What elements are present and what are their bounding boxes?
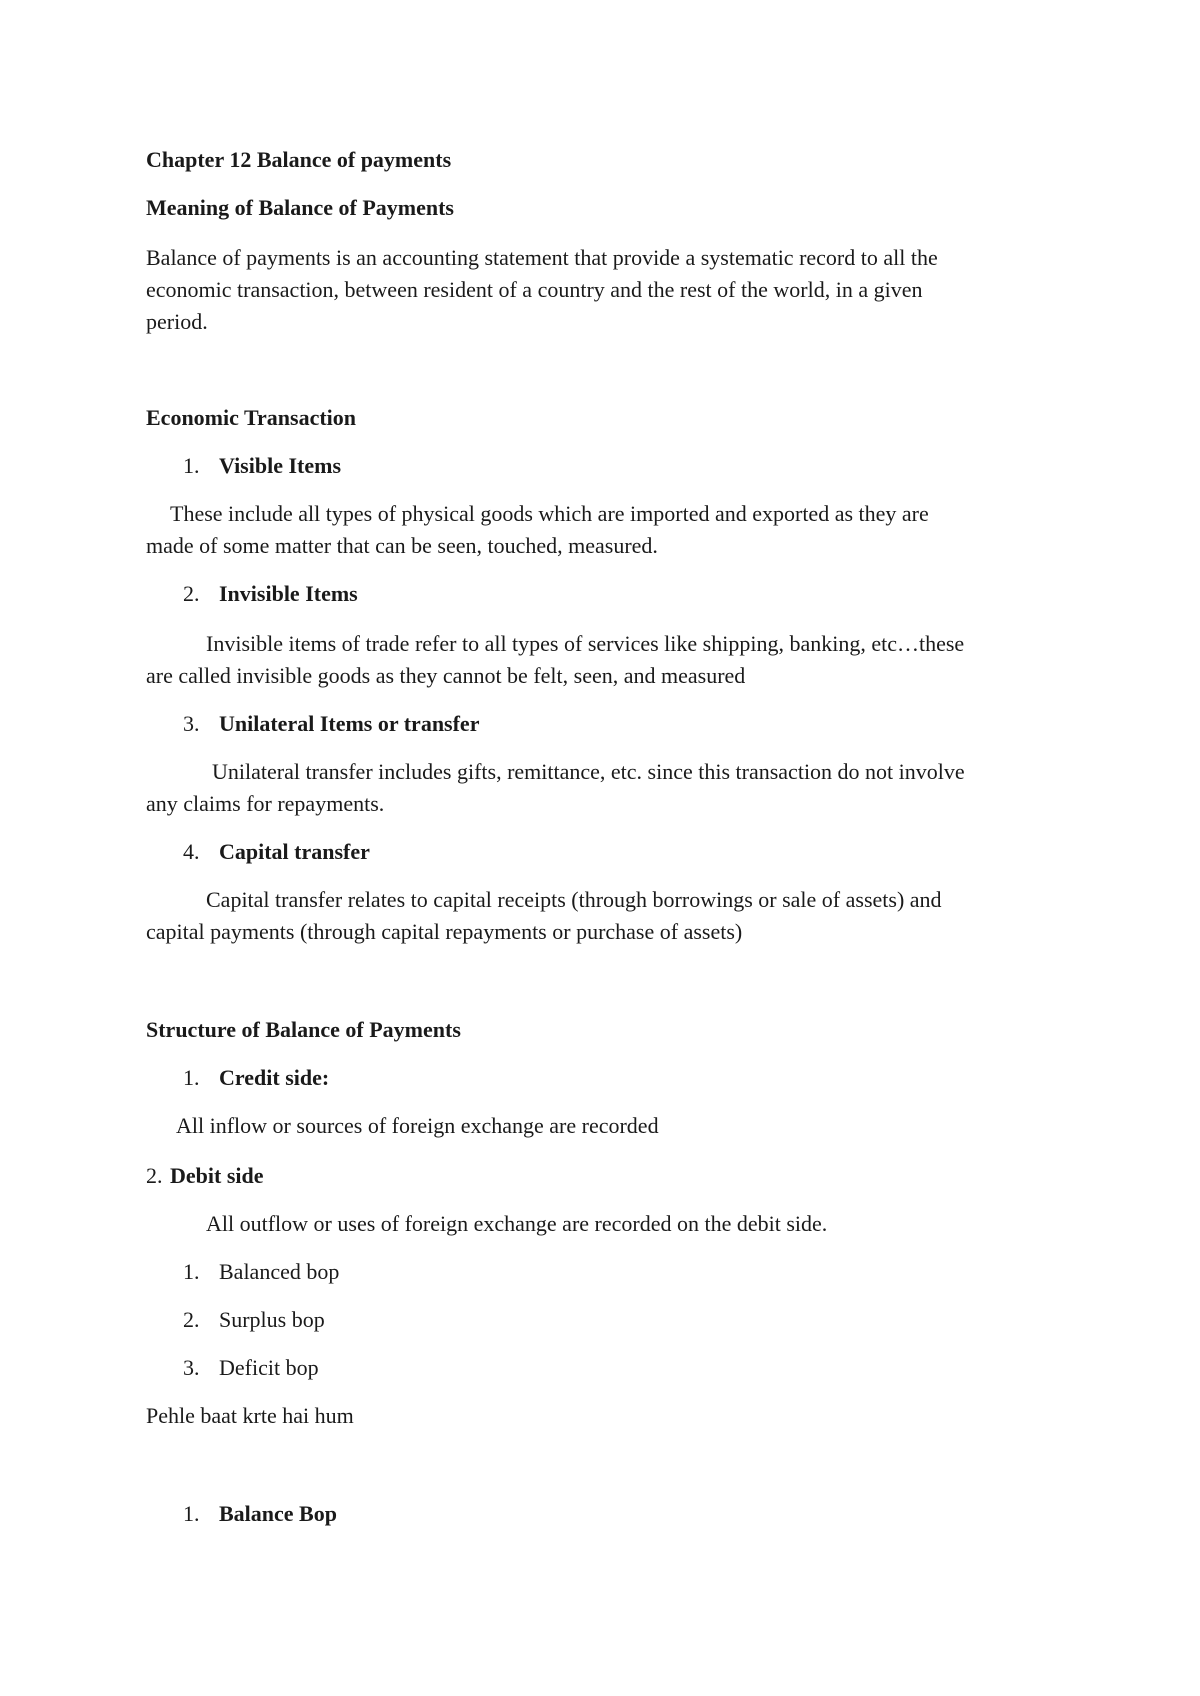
visible-items-body-line-2: made of some matter that can be seen, touched, measured. [146, 533, 658, 558]
credit-side-label: Credit side: [219, 1065, 330, 1090]
invisible-items-body-line-2: are called invisible goods as they cannot be felt, seen, and measured [146, 663, 746, 688]
debit-side-label: Debit side [170, 1163, 264, 1188]
capital-transfer-body-line-2: capital payments (through capital repayments or purchase of assets) [146, 919, 743, 944]
deficit-bop-item: Deficit bop [219, 1355, 319, 1380]
capital-transfer-label: Capital transfer [219, 839, 370, 864]
list-number: 4. [183, 839, 200, 864]
list-number: 1. [183, 1259, 200, 1284]
meaning-body-line-1: Balance of payments is an accounting statement that provide a systematic record to all the [146, 245, 938, 270]
structure-heading: Structure of Balance of Payments [146, 1017, 461, 1042]
visible-items-label: Visible Items [219, 453, 342, 478]
list-number: 1. [183, 1065, 200, 1090]
balance-bop-label: Balance Bop [219, 1501, 337, 1526]
list-number: 2. [183, 581, 200, 606]
list-number: 3. [183, 711, 200, 736]
surplus-bop-item: Surplus bop [219, 1307, 325, 1332]
note-text: Pehle baat krte hai hum [146, 1403, 354, 1428]
chapter-title: Chapter 12 Balance of payments [146, 147, 452, 172]
list-number: 1. [183, 453, 200, 478]
unilateral-items-label: Unilateral Items or transfer [219, 711, 480, 736]
meaning-body-line-3: period. [146, 309, 208, 334]
meaning-body-line-2: economic transaction, between resident of a country and the rest of the world, in a given [146, 277, 923, 302]
unilateral-items-body-line-2: any claims for repayments. [146, 791, 385, 816]
list-number: 1. [183, 1501, 200, 1526]
list-number: 3. [183, 1355, 200, 1380]
invisible-items-body-line-1: Invisible items of trade refer to all types of services like shipping, banking, etc…these [206, 631, 965, 656]
list-number: 2. [183, 1307, 200, 1332]
meaning-heading: Meaning of Balance of Payments [146, 195, 454, 220]
capital-transfer-body-line-1: Capital transfer relates to capital receipts (through borrowings or sale of assets) and [206, 887, 942, 912]
unilateral-items-body-line-1: Unilateral transfer includes gifts, remittance, etc. since this transaction do not involve [212, 759, 965, 784]
visible-items-body-line-1: These include all types of physical goods which are imported and exported as they are [170, 501, 929, 526]
list-number: 2. [146, 1163, 163, 1188]
credit-side-body: All inflow or sources of foreign exchange are recorded [176, 1113, 659, 1138]
balanced-bop-item: Balanced bop [219, 1259, 340, 1284]
debit-side-body: All outflow or uses of foreign exchange are recorded on the debit side. [206, 1211, 828, 1236]
economic-transaction-heading: Economic Transaction [146, 405, 357, 430]
invisible-items-label: Invisible Items [219, 581, 358, 606]
